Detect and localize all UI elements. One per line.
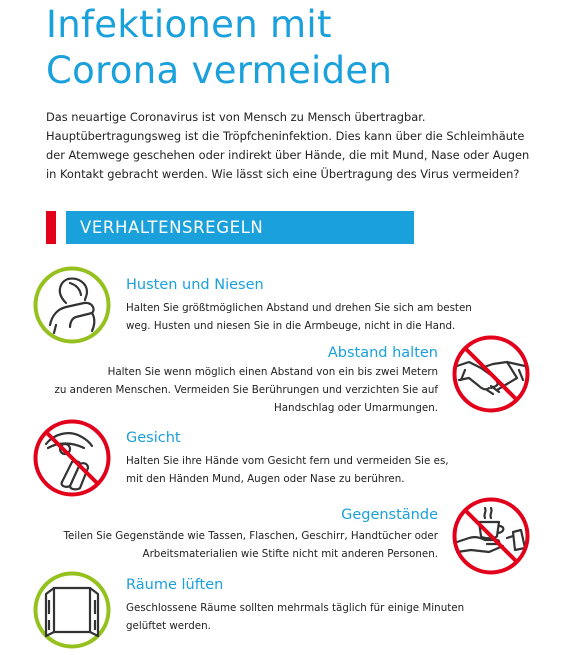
intro-paragraph bbox=[46, 108, 530, 184]
rule-line: Teilen Sie Gegenstände wie Tassen, Flaschen, Geschirr, Handtücher oder bbox=[63, 530, 438, 542]
page-title-line-1: Infektionen mit bbox=[46, 3, 332, 46]
no-face-touching-icon bbox=[32, 418, 112, 498]
section-banner bbox=[66, 211, 414, 244]
intro-line: der Atemwege geschehen oder indirekt über Hände, die mit Mund, Nase oder Augen bbox=[46, 148, 530, 162]
coughing-person-icon bbox=[32, 265, 112, 345]
rule-title-abstand: Abstand halten bbox=[327, 345, 438, 361]
rule-title-gesicht: Gesicht bbox=[126, 430, 181, 446]
intro-line: in Kontakt gebracht werden. Wie lässt sich eine Übertragung des Virus vermeiden? bbox=[46, 167, 520, 181]
rule-title-husten: Husten und Niesen bbox=[126, 277, 264, 293]
rule-text-abstand bbox=[54, 363, 438, 417]
no-sharing-cup-icon bbox=[451, 496, 531, 576]
page-title-line-2: Corona vermeiden bbox=[46, 49, 393, 92]
rule-line: Handschlag oder Umarmungen. bbox=[273, 402, 438, 414]
rule-line: weg. Husten und niesen Sie in die Armbeuge, nicht in die Hand. bbox=[126, 320, 456, 332]
rule-line: Halten Sie ihre Hände vom Gesicht fern und vermeiden Sie es, bbox=[126, 455, 449, 467]
section-banner-label: VERHALTENSREGELN bbox=[80, 218, 264, 237]
intro-line: Das neuartige Coronavirus ist von Mensch zu Mensch übertragbar. bbox=[46, 110, 426, 124]
banner-accent-bar bbox=[46, 211, 56, 244]
rule-title-lueften: Räume lüften bbox=[126, 577, 224, 593]
rule-line: Halten Sie wenn möglich einen Abstand von ein bis zwei Metern bbox=[107, 366, 438, 378]
no-handshake-icon bbox=[451, 334, 531, 414]
intro-line: Hauptübertragungsweg ist die Tröpfcheninfektion. Dies kann über die Schleimhäute bbox=[46, 129, 525, 143]
rule-text-husten bbox=[126, 299, 472, 335]
rule-title-gegenstaende: Gegenstände bbox=[341, 507, 438, 523]
rule-line: zu anderen Menschen. Vermeiden Sie Berührungen und verzichten Sie auf bbox=[54, 384, 438, 396]
rule-line: Arbeitsmaterialien wie Stifte nicht mit anderen Personen. bbox=[142, 548, 438, 560]
page-title bbox=[46, 2, 392, 94]
rule-line: mit den Händen Mund, Augen oder Nase zu berühren. bbox=[126, 473, 405, 485]
rule-line: gelüftet werden. bbox=[126, 620, 211, 632]
rule-line: Geschlossene Räume sollten mehrmals täglich für einige Minuten bbox=[126, 602, 465, 614]
rule-text-gegenstaende bbox=[64, 527, 438, 563]
rule-text-gesicht bbox=[126, 452, 449, 488]
rule-text-lueften bbox=[126, 599, 464, 635]
open-window-icon bbox=[32, 570, 112, 650]
rule-line: Halten Sie größtmöglichen Abstand und drehen Sie sich am besten bbox=[126, 302, 472, 314]
